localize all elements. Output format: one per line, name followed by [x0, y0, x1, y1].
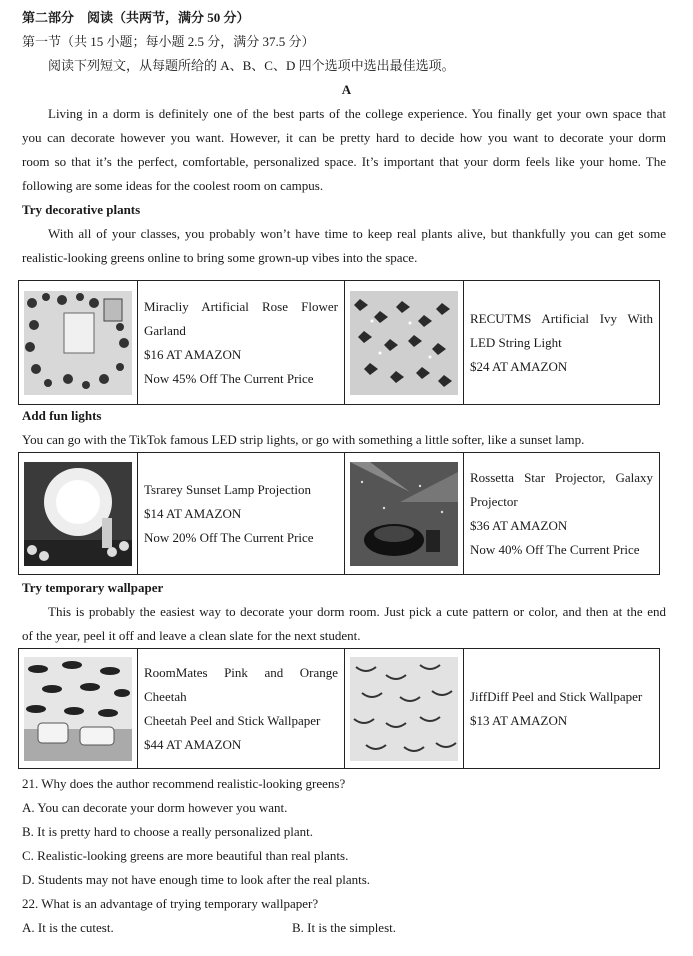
product-info	[138, 281, 345, 405]
section-heading-lights: Add fun lights	[22, 408, 102, 423]
lights-body-1: You can go with the TikTok famous LED strip lights, or go with something a little softer, like a sunset lamp.	[22, 432, 585, 447]
product-name-line-1: Miracliy Artificial Rose Flower	[144, 298, 338, 314]
plants-body-1: With all of your classes, you probably won’t have time to keep real plants alive, but thankfully you can get some	[48, 226, 666, 241]
product-info	[138, 453, 345, 575]
intro-line-4: following are some ideas for the coolest room on campus.	[22, 178, 324, 193]
product-image-cell	[19, 453, 138, 575]
lights-product-table	[18, 452, 660, 575]
leaf-wallpaper-photo	[350, 657, 458, 761]
question-21-option-a[interactable]: A. You can decorate your dorm however you want.	[22, 800, 288, 815]
product-info	[464, 453, 660, 575]
product-name: JiffDiff Peel and Stick Wallpaper	[470, 688, 643, 704]
question-22-option-b[interactable]: B. It is the simplest.	[292, 920, 396, 935]
part-title: 第二部分 阅读（共两节，满分 50 分）	[22, 10, 250, 25]
galaxy-projector-photo	[350, 462, 458, 566]
product-info	[464, 281, 660, 405]
product-image-cell	[19, 649, 138, 769]
product-discount: Now 20% Off The Current Price	[144, 529, 314, 545]
section-heading-wallpaper: Try temporary wallpaper	[22, 580, 164, 595]
question-21-option-d[interactable]: D. Students may not have enough time to look after the real plants.	[22, 872, 371, 887]
product-price: $24 AT AMAZON	[470, 358, 568, 374]
sunset-lamp-photo	[24, 462, 132, 566]
wallpaper-body-1: This is probably the easiest way to decorate your dorm room. Just pick a cute pattern or color, and then at the end	[48, 604, 666, 619]
product-name: Tsrarey Sunset Lamp Projection	[144, 481, 311, 497]
product-price: $14 AT AMAZON	[144, 505, 242, 521]
product-name-line-3: Cheetah Peel and Stick Wallpaper	[144, 712, 321, 728]
section-title: 第一节（共 15 小题；每小题 2.5 分，满分 37.5 分）	[22, 34, 315, 49]
intro-line-2: you can decorate however you want. However, it can be pretty hard to decide how you want to decorate your dorm	[22, 130, 666, 145]
product-discount: Now 40% Off The Current Price	[470, 541, 640, 557]
product-name-line-1: RoomMates Pink and Orange	[144, 664, 338, 680]
question-21-stem: 21. Why does the author recommend realistic-looking greens?	[22, 776, 346, 791]
product-image-cell	[345, 649, 464, 769]
wallpaper-body-2: of the year, peel it off and leave a clean slate for the next student.	[22, 628, 361, 643]
product-name-line-2: LED String Light	[470, 334, 562, 350]
product-image-cell	[345, 453, 464, 575]
product-name-line-2: Cheetah	[144, 688, 187, 704]
question-22-option-a[interactable]: A. It is the cutest.	[22, 920, 114, 935]
question-22-stem: 22. What is an advantage of trying temporary wallpaper?	[22, 896, 319, 911]
rose-garland-photo	[24, 291, 132, 395]
product-info	[464, 649, 660, 769]
plants-body-2: realistic-looking greens online to bring some grown-up vibes into the space.	[22, 250, 418, 265]
product-name-line-2: Garland	[144, 322, 186, 338]
product-price: $36 AT AMAZON	[470, 517, 568, 533]
intro-line-3: room so that it’s the perfect, comfortable, personalized space. It’s important that your dorm feels like your home. The	[22, 154, 666, 169]
product-image-cell	[345, 281, 464, 405]
product-name-line-2: Projector	[470, 493, 518, 509]
section-heading-plants: Try decorative plants	[22, 202, 141, 217]
product-name-line-1: Rossetta Star Projector, Galaxy	[470, 469, 653, 485]
passage-letter: A	[341, 82, 352, 97]
ivy-led-photo	[350, 291, 458, 395]
product-name-line-1: RECUTMS Artificial Ivy With	[470, 310, 653, 326]
instruction-text: 阅读下列短文，从每题所给的 A、B、C、D 四个选项中选出最佳选项。	[48, 58, 455, 73]
product-info	[138, 649, 345, 769]
product-price: $16 AT AMAZON	[144, 346, 242, 362]
question-21-option-c[interactable]: C. Realistic-looking greens are more beautiful than real plants.	[22, 848, 349, 863]
intro-line-1: Living in a dorm is definitely one of the best parts of the college experience. You finally get your own space that	[48, 106, 666, 121]
product-discount: Now 45% Off The Current Price	[144, 370, 314, 386]
question-21-option-b[interactable]: B. It is pretty hard to choose a really personalized plant.	[22, 824, 313, 839]
cheetah-wallpaper-photo	[24, 657, 132, 761]
product-price: $44 AT AMAZON	[144, 736, 242, 752]
product-image-cell	[19, 281, 138, 405]
plants-product-table	[18, 280, 660, 405]
product-price: $13 AT AMAZON	[470, 712, 568, 728]
wallpaper-product-table	[18, 648, 660, 769]
